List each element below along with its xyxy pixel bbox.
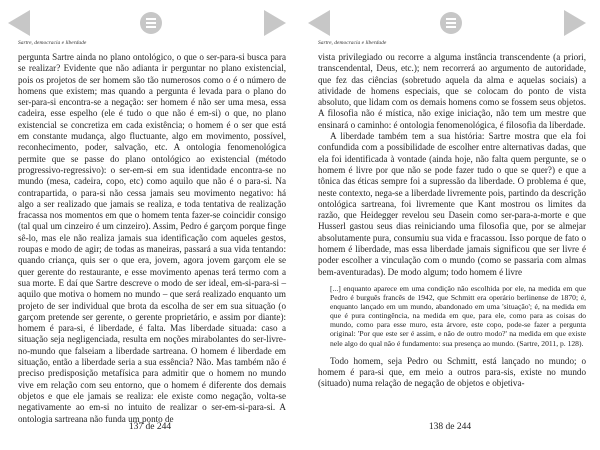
prev-page-icon[interactable]	[8, 10, 30, 36]
next-page-icon[interactable]	[264, 10, 286, 36]
block-quote: [...] enquanto aparece em uma condição não escolhida por ele, na medida em que Pedro é burguês francês de 1942, que Schmitt era operário berlinense de 1870; é, enquanto lançado em um mundo, abandonado em uma 'situação'; é, na medida em que é pura contingência, na medida em que, para ele, como para as coisas do mundo, como para esse muro, esta árvore, este copo, pode-se fazer a pergunta original: 'Por que este ser é assim, e não de outro modo?' na medida em que existe nele algo do qual não é fundamento: sua presença ao mundo. (Sartre, 2011, p. 128).	[330, 283, 586, 348]
page-body	[318, 52, 586, 389]
page-body	[18, 52, 286, 425]
right-page	[300, 0, 600, 450]
paragraph: Todo homem, seja Pedro ou Schmitt, está lançado no mundo; o homem é para-si que, em meio a outros para-sis, existe no mundo (situado) numa relação de negação de objetos e objetiva-	[318, 355, 586, 389]
next-page-icon[interactable]	[564, 10, 586, 36]
paragraph: pergunta Sartre ainda no plano ontológico, o que o ser-para-si busca para se realizar? Evidente que não adianta ir perguntar no plano existencial, pois os projetos de ser homem são tão numerosos como o é o número de homens que existem; mas quando a pergunta é levada para o plano do ser-para-si encontra-se a negação: ser homem é não ser uma mesa, essa cadeira, esse espelho (ele é tudo o que não é em-si) o que, no plano existencial se concretiza em cada existência; o homem é o ser que está em constante mudança, algo fluctuante, algo em movimento, possível, reconhecimento, poder, salvação, etc. A ontologia fenomenológica permite que se passe do plano ontológico ao existencial (método progressivo-regressivo): o ser-em-si em sua identidade encontra-se no mundo (mesa, cadeira, copo, etc) como aquilo que não é o para-si. Na contrapartida, o para-si não cessa jamais seu movimento negativo: há algo a ser realizado que jamais se realiza, e toda tentativa de realização fracassa nos momentos em que o homem tenta fazer-se coincidir consigo (tal qual um cinzeiro é um cinzeiro). Assim, Pedro é garçom porque finge sê-lo, mas ele não realiza jamais sua identificação com aqueles gestos, roupas e modo de agir; de todas as maneiras, passará a sua vida tentando: quando criança, quis ser o que era, jovem, agora jovem garçom ele se quer gerente do restaurante, e esse movimento apenas terá termo com a sua morte. E daí que Sartre descreve o modo de ser ideal, em-si-para-si – aquilo que motiva o homem no mundo – que será realizado enquanto um projeto de ser individual que brota da escolha de ser em sua situação (o garçom pretende ser gerente, o gerente proprietário, e assim por diante): homem é para-si, é liberdade, é falta. Mas liberdade situada: caso a situação seja negligenciada, resulta em noções mirabolantes do ser-livre-no-mundo que falseiam a liberdade sartreana. O homem é liberdade em situação, então a liberdade seria a sua essência? Não. Mas também não é preciso predisposição metafísica para admitir que o homem no mundo vive em relação com seu entorno, que o homem é diferente dos demais objetos e que ele jamais se realiza: ele existe como negação, volta-se negativamente ao em-si no intuito de realizar o ser-em-si-para-si. A ontologia sartreana não funda um ponto de	[18, 52, 286, 424]
menu-list-icon[interactable]	[440, 12, 462, 34]
paragraph: A liberdade também tem a sua história: Sartre mostra que ela foi confundida com a possibilidade de escolher entre alternativas dadas, que ela foi identificada à vontade (ainda hoje, não falta quem pergunte, se o homem é livre por que não se pode fazer tudo o que se quer?) e que a tônica das éticas sempre foi a supressão da liberdade. O problema é que, neste contexto, nega-se a liberdade livremente pois, partindo da descrição ontológica sartreana, foi livremente que Kant mostrou os limites da razão, que Heidegger revelou seu Dasein como ser-para-a-morte e que Husserl gastou seus dias reiniciando uma filosofia que, por se almejar absolutamente pura, consumiu sua vida e fracassou. Isso porque de fato o homem é liberdade, mas essa liberdade jamais significou que ser livre é poder escolher a vinculação com o mundo (como se passaria com almas bem-aventuradas). De modo algum; todo homem é livre	[318, 131, 586, 277]
right-toolbar	[300, 6, 600, 40]
page-number: 137 de 244	[128, 422, 172, 432]
running-header: Sartre, democracia e liberdade	[18, 40, 87, 46]
paragraph: vista privilegiado ou recorre a alguma instância transcendente (a priori, transcendental, Deus, etc.); nem recorrerá ao argumento de autoridade, que fez das ciências (sobretudo aquela da alma e aquelas sociais) a atividade de homens especiais, que se colocam do ponto de vista absoluto, que lidam com os demais homens como se fossem seus objetos. A filosofia não é mística, não exige iniciação, não tem um mestre que ensinará o caminho: é ontologia fenomenológica, é filosofia da liberdade.	[318, 52, 586, 130]
running-header: Sartre, democracia e liberdade	[318, 40, 387, 46]
menu-list-icon[interactable]	[140, 12, 162, 34]
page-number: 138 de 244	[428, 422, 472, 432]
prev-page-icon[interactable]	[308, 10, 330, 36]
left-toolbar	[0, 6, 300, 40]
